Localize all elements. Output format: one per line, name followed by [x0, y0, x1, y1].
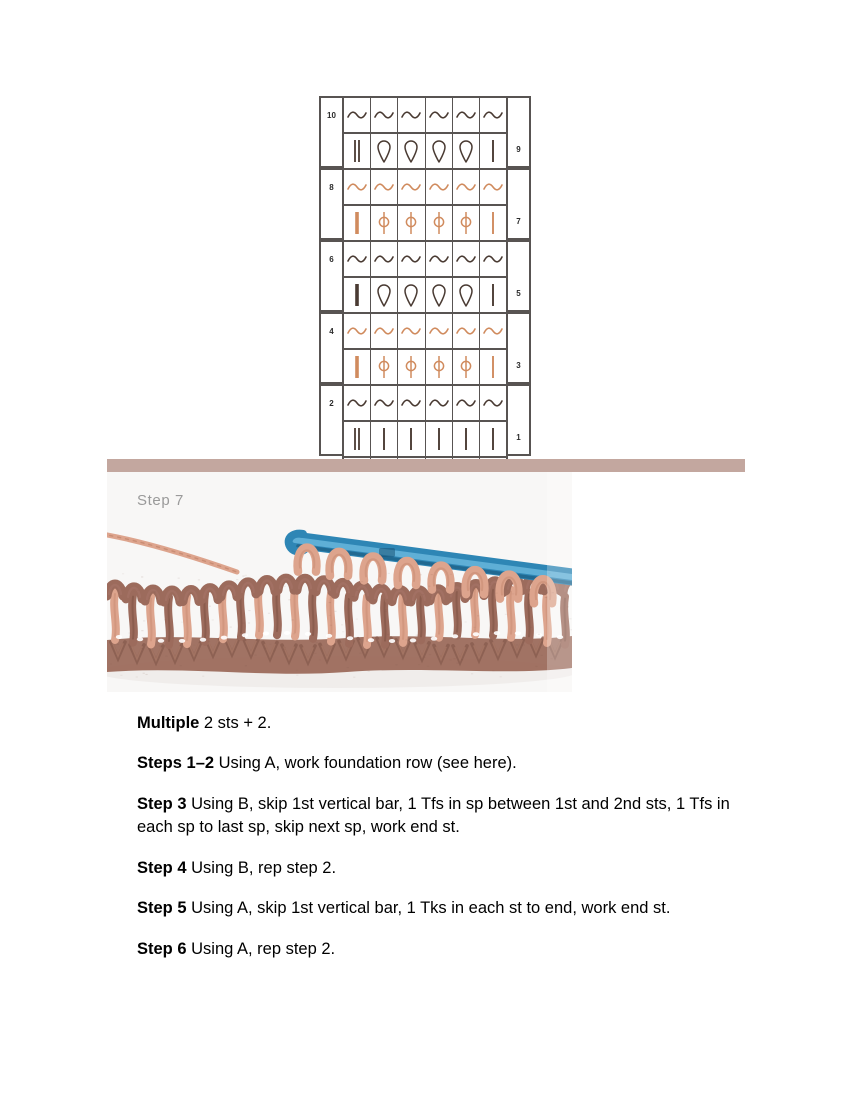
chart-cells [342, 132, 508, 168]
vertical-bar-icon [406, 427, 416, 451]
rose-divider-bar [107, 459, 745, 472]
return-wave-icon [428, 181, 450, 193]
return-wave-icon [373, 181, 395, 193]
circle-bar-tfs-icon [376, 355, 392, 379]
row-number-right: 5 [508, 276, 531, 312]
return-wave-icon [482, 397, 504, 409]
instruction-paragraph [137, 857, 742, 880]
row-number-right: 7 [508, 204, 531, 240]
teardrop-tks-icon [458, 139, 474, 163]
chart-row-3 [319, 348, 531, 384]
chart-cells [342, 384, 508, 420]
return-wave-icon [482, 181, 504, 193]
chart-cell-return-wave [344, 314, 371, 348]
chart-cells [342, 240, 508, 276]
instruction-text: Using B, skip 1st vertical bar, 1 Tfs in sp between 1st and 2nd sts, 1 Tfs in each sp to last sp, skip next sp, work end st. [137, 794, 730, 837]
chart-cell-return-wave [480, 98, 506, 132]
chart-cell-return-wave [480, 314, 506, 348]
chart-cell-teardrop-tks [426, 134, 453, 168]
vertical-bar-icon [434, 427, 444, 451]
chart-cell-circle-bar-tfs [398, 206, 425, 240]
row-number-left-spacer [319, 204, 342, 240]
chart-cells [342, 312, 508, 348]
row-number-left: 4 [319, 312, 342, 348]
chart-cell-double-vertical-bar [344, 422, 371, 456]
chart-cell-return-wave [398, 314, 425, 348]
chart-cell-return-wave [371, 98, 398, 132]
instructions-block [137, 712, 742, 961]
instruction-text: Using A, skip 1st vertical bar, 1 Tks in each st to end, work end st. [186, 899, 671, 918]
thick-vertical-bar-icon [352, 211, 362, 235]
row-number-left: 6 [319, 240, 342, 276]
chart-cell-return-wave [426, 242, 453, 276]
return-wave-icon [455, 253, 477, 265]
row-number-right-spacer [508, 168, 531, 204]
chart-cell-return-wave [344, 386, 371, 420]
vertical-bar-icon [488, 427, 498, 451]
vertical-bar-icon [461, 427, 471, 451]
chart-cell-return-wave [480, 386, 506, 420]
row-number-right: 1 [508, 420, 531, 456]
return-wave-icon [400, 325, 422, 337]
chart-cell-return-wave [371, 386, 398, 420]
chart-cell-double-vertical-bar [344, 134, 371, 168]
chart-cell-teardrop-tks [398, 278, 425, 312]
circle-bar-tfs-icon [431, 211, 447, 235]
teardrop-tks-icon [403, 283, 419, 307]
teardrop-tks-icon [403, 139, 419, 163]
chart-cell-vertical-bar [480, 422, 506, 456]
chart-cell-return-wave [398, 386, 425, 420]
row-number-right-spacer [508, 240, 531, 276]
chart-cells [342, 348, 508, 384]
chart-cell-return-wave [426, 170, 453, 204]
instruction-paragraph [137, 938, 742, 961]
return-wave-icon [400, 109, 422, 121]
chart-cell-return-wave [344, 242, 371, 276]
return-wave-icon [400, 181, 422, 193]
chart-cells [342, 96, 508, 132]
teardrop-tks-icon [376, 283, 392, 307]
circle-bar-tfs-icon [403, 211, 419, 235]
chart-cell-circle-bar-tfs [453, 206, 480, 240]
row-number-left: 10 [319, 96, 342, 132]
return-wave-icon [428, 253, 450, 265]
chart-cells [342, 276, 508, 312]
chart-row-10 [319, 96, 531, 132]
chart-cell-vertical-bar [371, 422, 398, 456]
row-number-left: 8 [319, 168, 342, 204]
double-vertical-bar-icon [351, 427, 363, 451]
return-wave-icon [346, 397, 368, 409]
chart-cell-teardrop-tks [398, 134, 425, 168]
chart-cell-vertical-bar [480, 134, 506, 168]
chart-cell-teardrop-tks [453, 134, 480, 168]
row-number-left-spacer [319, 348, 342, 384]
return-wave-icon [346, 253, 368, 265]
instruction-text: Using A, work foundation row (see here). [214, 754, 517, 773]
teardrop-tks-icon [431, 283, 447, 307]
chart-cell-return-wave [398, 170, 425, 204]
return-wave-icon [428, 397, 450, 409]
row-number-right-spacer [508, 384, 531, 420]
chart-cell-return-wave [344, 98, 371, 132]
instruction-text: Using A, rep step 2. [186, 939, 336, 958]
chart-cell-return-wave [398, 98, 425, 132]
chart-row-8 [319, 168, 531, 204]
return-wave-icon [400, 253, 422, 265]
chart-cell-thick-vertical-bar [344, 350, 371, 384]
chart-cell-teardrop-tks [426, 278, 453, 312]
return-wave-icon [373, 109, 395, 121]
chart-cell-return-wave [453, 314, 480, 348]
teardrop-tks-icon [431, 139, 447, 163]
return-wave-icon [455, 397, 477, 409]
return-wave-icon [482, 253, 504, 265]
chart-cell-return-wave [480, 242, 506, 276]
step-photo-label: Step 7 [137, 492, 184, 509]
chart-cell-vertical-bar [480, 278, 506, 312]
chart-cell-circle-bar-tfs [453, 350, 480, 384]
row-number-right-spacer [508, 96, 531, 132]
chart-cell-vertical-bar [398, 422, 425, 456]
row-number-right: 9 [508, 132, 531, 168]
chart-cell-vertical-bar [453, 422, 480, 456]
circle-bar-tfs-icon [458, 355, 474, 379]
return-wave-icon [455, 181, 477, 193]
instruction-lead: Multiple [137, 714, 200, 732]
return-wave-icon [373, 253, 395, 265]
chart-cell-teardrop-tks [371, 278, 398, 312]
chart-cell-return-wave [426, 314, 453, 348]
instruction-paragraph [137, 752, 742, 775]
teardrop-tks-icon [458, 283, 474, 307]
instruction-paragraph [137, 712, 742, 735]
row-number-right: 3 [508, 348, 531, 384]
teardrop-tks-icon [376, 139, 392, 163]
return-wave-icon [482, 109, 504, 121]
row-number-left-spacer [319, 276, 342, 312]
chart-row-9 [319, 132, 531, 168]
chart-cells [342, 420, 508, 456]
chart-row-4 [319, 312, 531, 348]
row-number-left-spacer [319, 132, 342, 168]
double-vertical-bar-icon [351, 139, 363, 163]
chart-cell-return-wave [453, 386, 480, 420]
chart-cell-circle-bar-tfs [371, 350, 398, 384]
instruction-text: 2 sts + 2. [199, 714, 272, 732]
chart-grid [319, 96, 531, 489]
chart-cells [342, 168, 508, 204]
chart-cell-vertical-bar [480, 350, 506, 384]
vertical-bar-icon [379, 427, 389, 451]
chart-cell-vertical-bar [426, 422, 453, 456]
chart-cell-return-wave [426, 98, 453, 132]
instruction-lead: Steps 1–2 [137, 754, 215, 773]
return-wave-icon [428, 109, 450, 121]
vertical-bar-icon [488, 283, 498, 307]
step-photo [107, 472, 572, 692]
circle-bar-tfs-icon [458, 211, 474, 235]
chart-row-2 [319, 384, 531, 420]
chart-cell-return-wave [453, 170, 480, 204]
return-wave-icon [373, 397, 395, 409]
chart-cell-return-wave [371, 242, 398, 276]
return-wave-icon [400, 397, 422, 409]
chart-cell-teardrop-tks [453, 278, 480, 312]
chart-cell-return-wave [371, 170, 398, 204]
circle-bar-tfs-icon [431, 355, 447, 379]
instruction-lead: Step 6 [137, 939, 187, 958]
chart-cell-vertical-bar [480, 206, 506, 240]
vertical-bar-icon [488, 211, 498, 235]
chart-cells [342, 204, 508, 240]
instruction-lead: Step 4 [137, 858, 187, 877]
chart-row-7 [319, 204, 531, 240]
chart-cell-thick-vertical-bar [344, 206, 371, 240]
instruction-paragraph [137, 897, 742, 920]
stitch-chart [319, 96, 531, 509]
chart-cell-return-wave [371, 314, 398, 348]
chart-cell-circle-bar-tfs [426, 206, 453, 240]
return-wave-icon [455, 109, 477, 121]
chart-cell-thick-vertical-bar [344, 278, 371, 312]
return-wave-icon [373, 325, 395, 337]
chart-cell-circle-bar-tfs [371, 206, 398, 240]
instruction-paragraph [137, 793, 742, 840]
row-number-left-spacer [319, 420, 342, 456]
circle-bar-tfs-icon [403, 355, 419, 379]
chart-cell-return-wave [453, 242, 480, 276]
return-wave-icon [346, 109, 368, 121]
instruction-lead: Step 5 [137, 899, 187, 918]
circle-bar-tfs-icon [376, 211, 392, 235]
chart-cell-circle-bar-tfs [426, 350, 453, 384]
chart-cell-return-wave [398, 242, 425, 276]
thick-vertical-bar-icon [352, 355, 362, 379]
vertical-bar-icon [488, 139, 498, 163]
vertical-bar-icon [488, 355, 498, 379]
instruction-lead: Step 3 [137, 794, 187, 813]
row-number-right-spacer [508, 312, 531, 348]
chart-cell-return-wave [480, 170, 506, 204]
chart-cell-return-wave [344, 170, 371, 204]
thick-vertical-bar-icon [352, 283, 362, 307]
instruction-text: Using B, rep step 2. [186, 858, 337, 877]
chart-cell-teardrop-tks [371, 134, 398, 168]
chart-cell-return-wave [426, 386, 453, 420]
chart-row-5 [319, 276, 531, 312]
return-wave-icon [428, 325, 450, 337]
return-wave-icon [346, 181, 368, 193]
return-wave-icon [455, 325, 477, 337]
chart-row-1 [319, 420, 531, 456]
return-wave-icon [482, 325, 504, 337]
chart-cell-circle-bar-tfs [398, 350, 425, 384]
return-wave-icon [346, 325, 368, 337]
chart-row-6 [319, 240, 531, 276]
row-number-left: 2 [319, 384, 342, 420]
chart-cell-return-wave [453, 98, 480, 132]
